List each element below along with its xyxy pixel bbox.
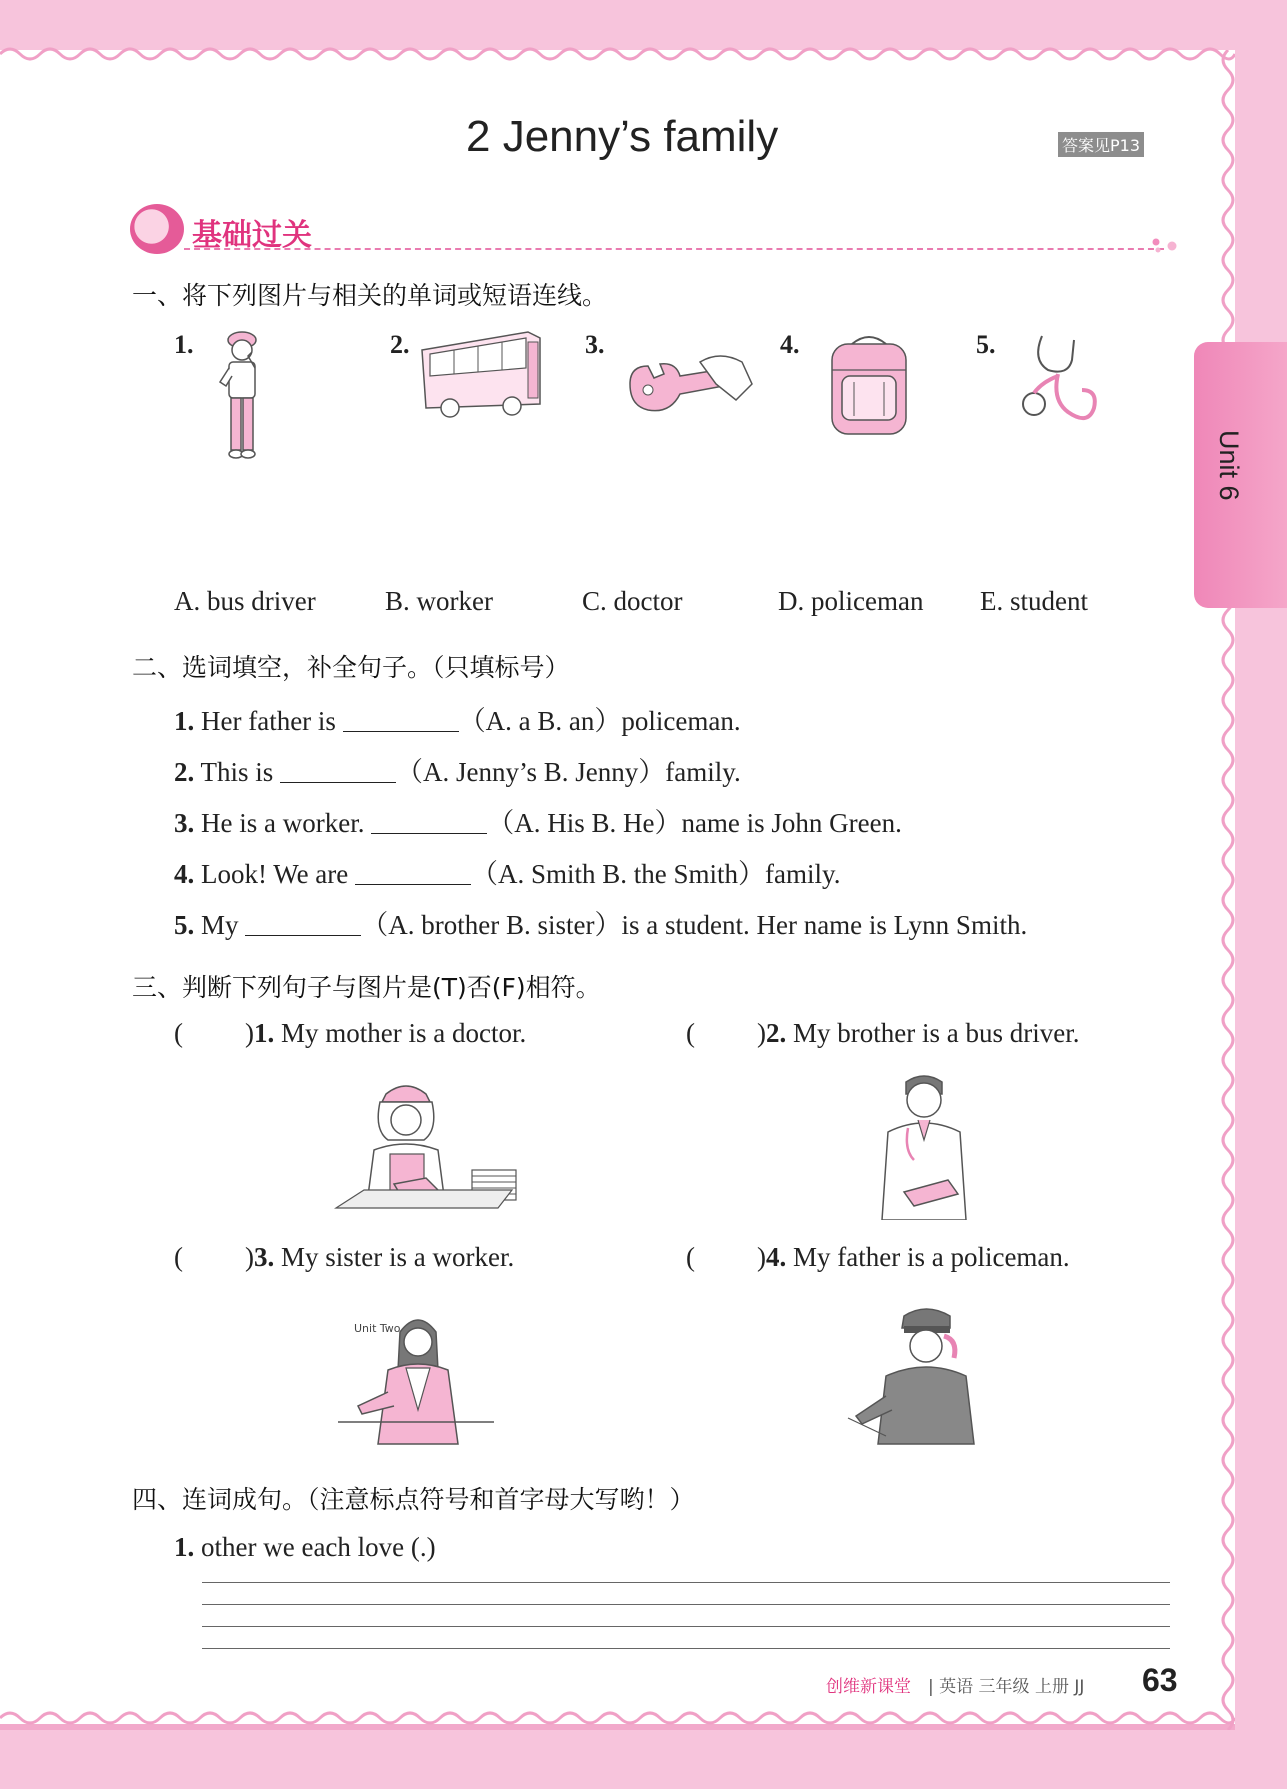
dots-decoration-icon (1150, 238, 1180, 254)
picture-number: 2. (390, 330, 410, 359)
fill-blank-item (174, 903, 1027, 942)
match-option: B. worker (385, 586, 493, 616)
item-text: （A. a B. an）policeman. (458, 706, 741, 736)
top-wave-border (0, 44, 1235, 64)
footer-brand: 创维新课堂 (826, 1677, 911, 1697)
section-dashed-line (184, 248, 1164, 250)
wrench-icon (620, 344, 756, 430)
answer-blank[interactable] (355, 863, 471, 885)
picture-number: 5. (976, 330, 996, 359)
item-text: He is a worker. (194, 808, 372, 838)
match-option: E. student (980, 586, 1088, 616)
judge-item: ( )1. My mother is a doctor. (174, 1018, 527, 1048)
item-number: 5. (174, 910, 195, 940)
item-number: 2. (766, 1018, 787, 1048)
page-title: 2 Jenny’s family (466, 112, 779, 161)
ironing-woman-illustration (334, 1080, 524, 1216)
picture-number: 1. (174, 330, 194, 359)
fill-blank-item (174, 801, 902, 840)
section-label: 基础过关 (192, 218, 312, 253)
item-text: My (194, 910, 246, 940)
part4-heading: 四、连词成句。（注意标点符号和首字母大写哟！） (132, 1485, 695, 1514)
item-number: 4. (174, 859, 195, 889)
item-number: 1. (174, 1532, 195, 1562)
board-text: Unit Two (354, 1322, 401, 1335)
item-text: This is (194, 757, 281, 787)
answer-reference-badge: 答案见P13 (1058, 132, 1144, 157)
item-text: Look! We are (194, 859, 356, 889)
item-text: （A. brother B. sister）is a student. Her name is Lynn Smith. (361, 910, 1028, 940)
part2-heading: 二、选词填空，补全句子。（只填标号） (132, 653, 570, 682)
writing-line[interactable] (202, 1582, 1170, 1583)
match-option: C. doctor (582, 586, 683, 616)
item-number: 1. (174, 706, 195, 736)
writing-line[interactable] (202, 1604, 1170, 1605)
item-number: 3. (254, 1242, 275, 1272)
doctor-illustration (874, 1070, 974, 1220)
item-text: My brother is a bus driver. (786, 1018, 1080, 1048)
item-number: 2. (174, 757, 195, 787)
fill-blank-item (174, 699, 741, 738)
item-text: My mother is a doctor. (274, 1018, 527, 1048)
judge-item: ( )2. My brother is a bus driver. (686, 1018, 1080, 1048)
stethoscope-icon (1012, 330, 1104, 436)
answer-blank[interactable] (343, 710, 459, 732)
answer-blank[interactable] (245, 914, 361, 936)
match-option: D. policeman (778, 586, 924, 616)
item-number: 4. (766, 1242, 787, 1272)
item-text: other we each love (.) (194, 1532, 436, 1562)
item-text: Her father is (194, 706, 343, 736)
picture-number: 3. (585, 330, 605, 359)
footer-book-info: | 英语 三年级 上册 JJ (928, 1677, 1085, 1697)
item-text: My sister is a worker. (274, 1242, 515, 1272)
writing-line[interactable] (202, 1648, 1170, 1649)
answer-blank[interactable] (280, 761, 396, 783)
part3-heading: 三、判断下列句子与图片是(T)否(F)相符。 (132, 973, 601, 1002)
policeman-illustration (846, 1306, 992, 1446)
word-order-item (174, 1532, 436, 1563)
backpack-icon (822, 330, 916, 438)
item-text: （A. His B. He）name is John Green. (487, 808, 902, 838)
item-number: 1. (254, 1018, 275, 1048)
item-text: （A. Smith B. the Smith）family. (471, 859, 841, 889)
part1-heading: 一、将下列图片与相关的单词或短语连线。 (132, 281, 608, 310)
unit-tab-label: Unit 6 (1214, 430, 1244, 501)
teacher-illustration (338, 1310, 498, 1454)
picture-number: 4. (780, 330, 800, 359)
bus-icon (416, 328, 546, 420)
fill-blank-item (174, 852, 841, 891)
item-number: 3. (174, 808, 195, 838)
unit-side-tab (1194, 342, 1287, 608)
item-text: My father is a policeman. (786, 1242, 1070, 1272)
item-text: （A. Jenny’s B. Jenny）family. (396, 757, 741, 787)
judge-item: ( )4. My father is a policeman. (686, 1242, 1070, 1272)
match-option: A. bus driver (174, 586, 316, 616)
fill-blank-item (174, 750, 741, 789)
writing-line[interactable] (202, 1626, 1170, 1627)
judge-item: ( )3. My sister is a worker. (174, 1242, 515, 1272)
page-number: 63 (1142, 1662, 1178, 1698)
section-header (130, 204, 1170, 254)
answer-blank[interactable] (371, 812, 487, 834)
student-figure-icon (212, 326, 272, 464)
right-wave-border (1218, 50, 1238, 1730)
girl-badge-icon (130, 204, 184, 254)
bottom-wave-border (0, 1708, 1235, 1728)
